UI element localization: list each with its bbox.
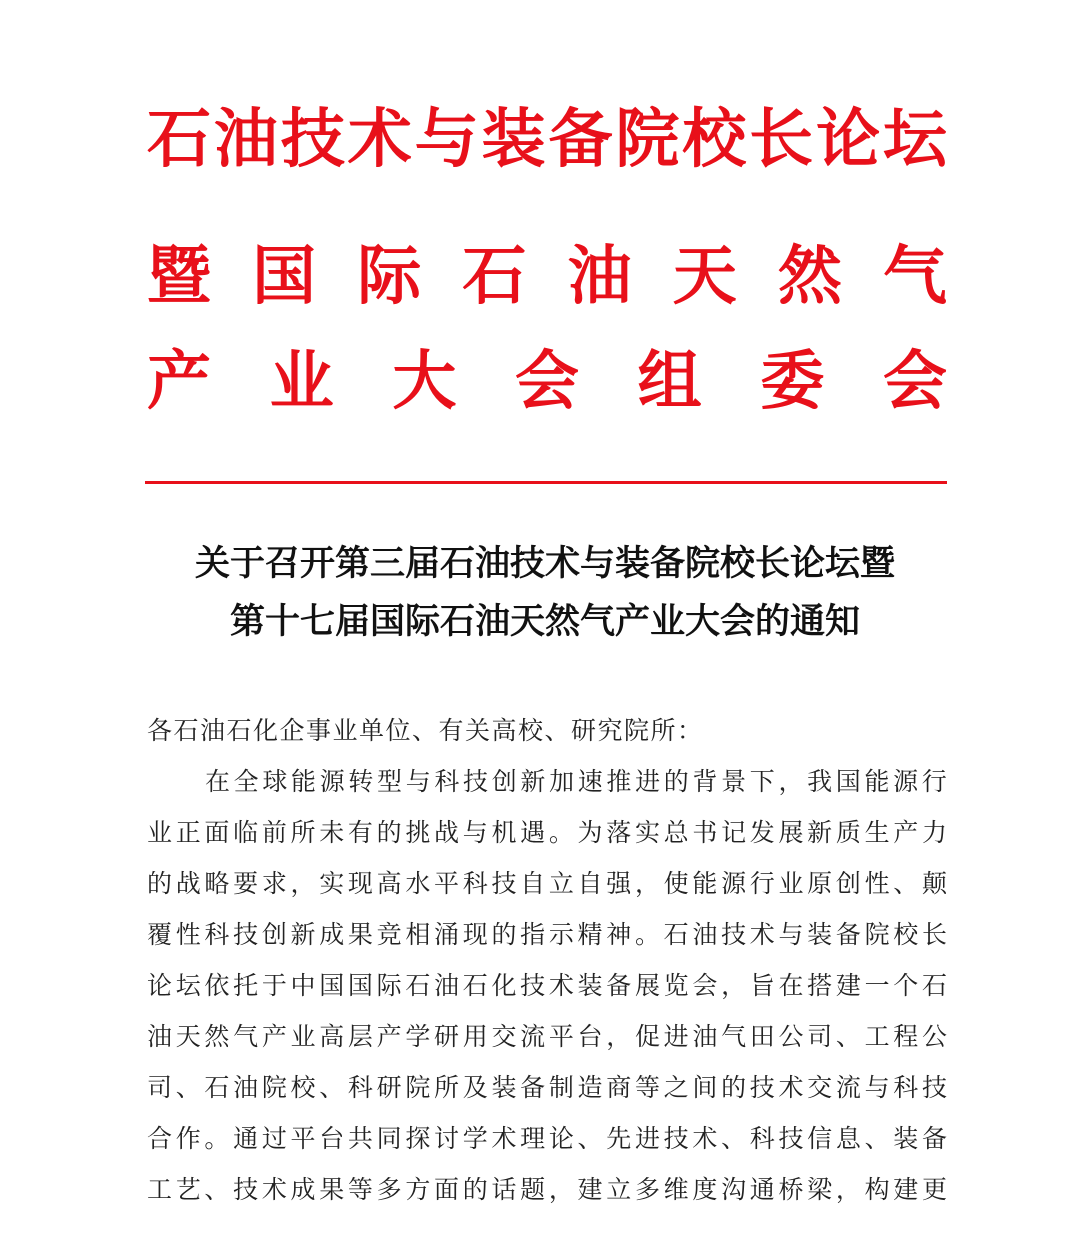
glyph: 、 [835, 1022, 861, 1051]
glyph: 源 [721, 869, 747, 898]
glyph: 型 [377, 767, 403, 796]
glyph: 石 [462, 971, 488, 1000]
notice-title-line-2: 第十七届国际石油天然气产业大会的通知 [229, 601, 860, 642]
glyph: 油 [692, 920, 718, 949]
glyph: 、 [319, 1073, 345, 1102]
glyph: 所 [434, 1073, 460, 1102]
glyph: 神 [606, 920, 632, 949]
glyph: 气 [721, 1022, 747, 1051]
glyph: 沟 [721, 1175, 747, 1204]
glyph: 的 [462, 1175, 488, 1204]
glyph: 作 [175, 1124, 201, 1153]
glyph: 业 [778, 869, 804, 898]
glyph: 技 [778, 1124, 804, 1153]
glyph: 新 [520, 767, 546, 796]
glyph: 为 [577, 818, 603, 847]
glyph: 台 [319, 1124, 345, 1153]
glyph: 个 [893, 971, 919, 1000]
glyph: 校 [682, 102, 747, 177]
glyph: 书 [692, 818, 718, 847]
glyph: 面 [204, 818, 230, 847]
glyph: 装 [491, 1073, 517, 1102]
glyph: 院 [405, 1073, 431, 1102]
glyph: 过 [261, 1124, 287, 1153]
glyph: 构 [864, 1175, 890, 1204]
glyph: ， [778, 767, 804, 796]
glyph: 组 [637, 344, 702, 419]
glyph: 研 [434, 1022, 460, 1051]
glyph: 托 [233, 971, 259, 1000]
glyph: 校 [893, 920, 919, 949]
glyph: 术 [778, 1073, 804, 1102]
glyph: 我 [807, 767, 833, 796]
glyph: 。 [204, 1124, 230, 1153]
glyph: 科 [893, 1073, 919, 1102]
glyph: 未 [319, 818, 345, 847]
glyph: 田 [749, 1022, 775, 1051]
glyph: 造 [577, 1073, 603, 1102]
glyph: 自 [520, 869, 546, 898]
glyph: 装 [481, 102, 546, 177]
glyph: 话 [491, 1175, 517, 1204]
glyph: 立 [548, 869, 574, 898]
glyph: 果 [347, 920, 373, 949]
glyph: 行 [921, 767, 947, 796]
glyph: 产 [376, 1022, 402, 1051]
glyph: 。 [548, 818, 574, 847]
glyph: 长 [749, 102, 814, 177]
glyph: 通 [233, 1124, 259, 1153]
glyph: 交 [491, 1022, 517, 1051]
glyph: 工 [864, 1022, 890, 1051]
glyph: 天 [175, 1022, 201, 1051]
glyph: ， [606, 1022, 632, 1051]
glyph: 颠 [921, 869, 947, 898]
glyph: 科 [462, 869, 488, 898]
glyph: 梁 [807, 1175, 833, 1204]
glyph: 校 [290, 1073, 316, 1102]
glyph: 学 [462, 1124, 488, 1153]
glyph: 国 [319, 971, 345, 1000]
glyph: 产 [893, 818, 919, 847]
glyph: 际 [376, 971, 402, 1000]
glyph: 旨 [749, 971, 775, 1000]
glyph: 行 [749, 869, 775, 898]
glyph: 坛 [882, 102, 947, 177]
glyph: 在 [205, 767, 231, 796]
glyph: 新 [290, 920, 316, 949]
glyph: 气 [233, 1022, 259, 1051]
glyph: 合 [147, 1124, 173, 1153]
body-line [147, 1171, 947, 1222]
glyph: 公 [778, 1022, 804, 1051]
glyph: 技 [749, 1073, 775, 1102]
glyph: 成 [290, 1175, 316, 1204]
glyph: 与 [462, 818, 488, 847]
header-text [147, 239, 947, 314]
glyph: 略 [204, 869, 230, 898]
glyph: 院 [864, 920, 890, 949]
glyph: 、 [204, 1175, 230, 1204]
glyph: ， [290, 869, 316, 898]
glyph: 水 [405, 869, 431, 898]
glyph: 源 [319, 767, 345, 796]
glyph: 相 [405, 920, 431, 949]
glyph: 际 [357, 239, 422, 314]
glyph: 等 [347, 1175, 373, 1204]
glyph: 促 [634, 1022, 660, 1051]
glyph: 力 [921, 818, 947, 847]
glyph: 学 [405, 1022, 431, 1051]
glyph: 与 [405, 767, 431, 796]
glyph: 果 [319, 1175, 345, 1204]
glyph: 实 [319, 869, 345, 898]
glyph: 流 [835, 1073, 861, 1102]
glyph: 质 [835, 818, 861, 847]
glyph: 备 [835, 920, 861, 949]
glyph: 的 [376, 818, 402, 847]
glyph: 性 [864, 869, 890, 898]
glyph: 交 [807, 1073, 833, 1102]
glyph: 建 [577, 1175, 603, 1204]
glyph: 油 [233, 1073, 259, 1102]
glyph: 现 [462, 920, 488, 949]
glyph: 科 [749, 1124, 775, 1153]
glyph: 公 [921, 1022, 947, 1051]
glyph: 的 [147, 869, 173, 898]
glyph: 暨 [147, 239, 211, 314]
glyph: 备 [520, 1073, 546, 1102]
glyph: 院 [615, 102, 680, 177]
glyph: 术 [548, 971, 574, 1000]
glyph: 制 [548, 1073, 574, 1102]
glyph: 科 [434, 767, 460, 796]
glyph: 与 [414, 102, 479, 177]
glyph: 与 [778, 920, 804, 949]
glyph: 石 [462, 239, 527, 314]
glyph: 创 [835, 869, 861, 898]
glyph: ， [835, 1175, 861, 1204]
glyph: 原 [807, 869, 833, 898]
body-line [147, 763, 947, 814]
glyph: 面 [434, 1175, 460, 1204]
glyph: 技 [491, 869, 517, 898]
glyph: 覆 [147, 920, 173, 949]
body-line [147, 967, 947, 1018]
header-text [147, 102, 947, 177]
glyph: 依 [204, 971, 230, 1000]
glyph: 、 [864, 1124, 890, 1153]
glyph: 多 [376, 1175, 402, 1204]
glyph: 机 [491, 818, 517, 847]
glyph: 之 [663, 1073, 689, 1102]
glyph: 通 [749, 1175, 775, 1204]
glyph: 等 [634, 1073, 660, 1102]
glyph: 、 [577, 1124, 603, 1153]
glyph: 精 [577, 920, 603, 949]
glyph: 平 [548, 1022, 574, 1051]
glyph: 技 [280, 102, 345, 177]
glyph: 会 [882, 344, 947, 419]
body-line [147, 916, 947, 967]
glyph: 转 [348, 767, 374, 796]
glyph: 源 [893, 767, 919, 796]
glyph: 多 [634, 1175, 660, 1204]
glyph: 技 [663, 1124, 689, 1153]
glyph: 讨 [434, 1124, 460, 1153]
glyph: 搭 [807, 971, 833, 1000]
glyph: 技 [921, 1073, 947, 1102]
glyph: 石 [204, 1073, 230, 1102]
glyph: 指 [520, 920, 546, 949]
glyph: 石 [405, 971, 431, 1000]
glyph: ， [634, 869, 660, 898]
glyph: 会 [692, 971, 718, 1000]
glyph: ， [721, 971, 747, 1000]
glyph: 桥 [778, 1175, 804, 1204]
glyph: 油 [692, 1022, 718, 1051]
glyph: 国 [252, 239, 317, 314]
glyph: 、 [893, 869, 919, 898]
glyph: 术 [347, 102, 412, 177]
glyph: 工 [147, 1175, 173, 1204]
glyph: 国 [835, 767, 861, 796]
glyph: 背 [692, 767, 718, 796]
glyph: 。 [634, 920, 660, 949]
glyph: 科 [347, 1073, 373, 1102]
glyph: 共 [347, 1124, 373, 1153]
glyph: 研 [376, 1073, 402, 1102]
glyph: 司 [807, 1022, 833, 1051]
glyph: 国 [347, 971, 373, 1000]
glyph: 速 [577, 767, 603, 796]
glyph: 全 [233, 767, 259, 796]
glyph: 技 [520, 971, 546, 1000]
glyph: 油 [567, 239, 632, 314]
glyph: 建 [893, 1175, 919, 1204]
glyph: 信 [807, 1124, 833, 1153]
glyph: 艺 [175, 1175, 201, 1204]
glyph: 备 [921, 1124, 947, 1153]
glyph: 技 [233, 920, 259, 949]
glyph: 中 [290, 971, 316, 1000]
glyph: 示 [548, 920, 574, 949]
glyph: 在 [778, 971, 804, 1000]
glyph: 建 [835, 971, 861, 1000]
glyph: 落 [606, 818, 632, 847]
glyph: 业 [147, 818, 173, 847]
glyph: 于 [261, 971, 287, 1000]
glyph: 气 [882, 239, 947, 314]
glyph: 高 [319, 1022, 345, 1051]
glyph: 涌 [434, 920, 460, 949]
glyph: 临 [233, 818, 259, 847]
glyph: 强 [606, 869, 632, 898]
glyph: 、 [175, 1073, 201, 1102]
body-line [147, 1069, 947, 1120]
glyph: 景 [721, 767, 747, 796]
glyph: 院 [261, 1073, 287, 1102]
glyph: 览 [663, 971, 689, 1000]
glyph: 生 [864, 818, 890, 847]
glyph: 维 [663, 1175, 689, 1204]
glyph: 进 [634, 1124, 660, 1153]
glyph: 业 [269, 344, 334, 419]
glyph: 方 [405, 1175, 431, 1204]
glyph: 所 [290, 818, 316, 847]
glyph: 、 [721, 1124, 747, 1153]
glyph: 探 [405, 1124, 431, 1153]
organizer-header-line-1 [147, 102, 947, 177]
glyph: 推 [606, 767, 632, 796]
glyph: 石 [921, 971, 947, 1000]
glyph: 正 [175, 818, 201, 847]
glyph: 性 [175, 920, 201, 949]
glyph: 术 [692, 1124, 718, 1153]
glyph: 记 [721, 818, 747, 847]
glyph: 现 [347, 869, 373, 898]
glyph: 成 [319, 920, 345, 949]
glyph: 的 [663, 767, 689, 796]
glyph: 术 [491, 1124, 517, 1153]
glyph: 挑 [405, 818, 431, 847]
header-text [147, 344, 947, 419]
glyph: 论 [548, 1124, 574, 1153]
glyph: 司 [147, 1073, 173, 1102]
glyph: 实 [634, 818, 660, 847]
glyph: 层 [347, 1022, 373, 1051]
glyph: 油 [213, 102, 278, 177]
glyph: 高 [376, 869, 402, 898]
glyph: 更 [921, 1175, 947, 1204]
glyph: 术 [749, 920, 775, 949]
glyph: 科 [204, 920, 230, 949]
glyph: 进 [663, 1022, 689, 1051]
glyph: 总 [663, 818, 689, 847]
glyph: 装 [577, 971, 603, 1000]
glyph: 装 [807, 920, 833, 949]
glyph: 油 [434, 971, 460, 1000]
glyph: 的 [721, 1073, 747, 1102]
glyph: 化 [491, 971, 517, 1000]
glyph: 展 [778, 818, 804, 847]
body-line [147, 814, 947, 865]
glyph: 用 [462, 1022, 488, 1051]
red-divider [145, 481, 947, 484]
glyph: 商 [606, 1073, 632, 1102]
salutation: 各石油石化企事业单位、有关高校、研究院所： [147, 716, 704, 745]
notice-title-line-1: 关于召开第三届石油技术与装备院校长论坛暨 [194, 543, 895, 584]
glyph: 要 [233, 869, 259, 898]
glyph: 天 [672, 239, 737, 314]
glyph: 大 [392, 344, 457, 419]
glyph: 技 [463, 767, 489, 796]
glyph: 下 [749, 767, 775, 796]
glyph: 球 [262, 767, 288, 796]
glyph: 流 [520, 1022, 546, 1051]
glyph: 能 [692, 869, 718, 898]
glyph: 平 [290, 1124, 316, 1153]
glyph: 产 [147, 344, 211, 419]
glyph: 先 [606, 1124, 632, 1153]
organizer-header-line-2 [147, 239, 947, 314]
glyph: 技 [233, 1175, 259, 1204]
glyph: 然 [777, 239, 842, 314]
glyph: 创 [261, 920, 287, 949]
glyph: 竞 [376, 920, 402, 949]
glyph: 同 [376, 1124, 402, 1153]
glyph: 与 [864, 1073, 890, 1102]
glyph: 息 [835, 1124, 861, 1153]
glyph: 油 [147, 1022, 173, 1051]
glyph: 然 [204, 1022, 230, 1051]
glyph: 立 [606, 1175, 632, 1204]
glyph: 自 [577, 869, 603, 898]
glyph: 发 [749, 818, 775, 847]
glyph: 石 [147, 102, 211, 177]
glyph: 坛 [175, 971, 201, 1000]
glyph: 技 [721, 920, 747, 949]
glyph: 备 [548, 102, 613, 177]
glyph: 能 [864, 767, 890, 796]
glyph: 能 [291, 767, 317, 796]
glyph: 题 [520, 1175, 546, 1204]
glyph: 业 [290, 1022, 316, 1051]
glyph: 战 [175, 869, 201, 898]
glyph: 论 [816, 102, 881, 177]
notice-body [147, 712, 947, 1222]
glyph: 一 [864, 971, 890, 1000]
glyph: 长 [921, 920, 947, 949]
glyph: 程 [893, 1022, 919, 1051]
glyph: 的 [491, 920, 517, 949]
glyph: 战 [434, 818, 460, 847]
glyph: 加 [549, 767, 575, 796]
glyph: 理 [520, 1124, 546, 1153]
glyph: 有 [347, 818, 373, 847]
glyph: 展 [634, 971, 660, 1000]
body-line [147, 865, 947, 916]
glyph: 术 [261, 1175, 287, 1204]
glyph: 使 [663, 869, 689, 898]
glyph: 进 [635, 767, 661, 796]
glyph: 产 [261, 1022, 287, 1051]
glyph: 备 [606, 971, 632, 1000]
glyph: 台 [577, 1022, 603, 1051]
glyph: 会 [514, 344, 579, 419]
glyph: 新 [807, 818, 833, 847]
glyph: 度 [692, 1175, 718, 1204]
glyph: 求 [261, 869, 287, 898]
body-line [147, 1120, 947, 1171]
glyph: 论 [147, 971, 173, 1000]
glyph: 遇 [520, 818, 546, 847]
glyph: 委 [760, 344, 825, 419]
glyph: 创 [491, 767, 517, 796]
glyph: 间 [692, 1073, 718, 1102]
glyph: 及 [462, 1073, 488, 1102]
glyph: 石 [663, 920, 689, 949]
body-line [147, 1018, 947, 1069]
glyph: ， [548, 1175, 574, 1204]
organizer-header-line-3 [147, 344, 947, 419]
glyph: 装 [893, 1124, 919, 1153]
glyph: 平 [434, 869, 460, 898]
glyph: 前 [261, 818, 287, 847]
